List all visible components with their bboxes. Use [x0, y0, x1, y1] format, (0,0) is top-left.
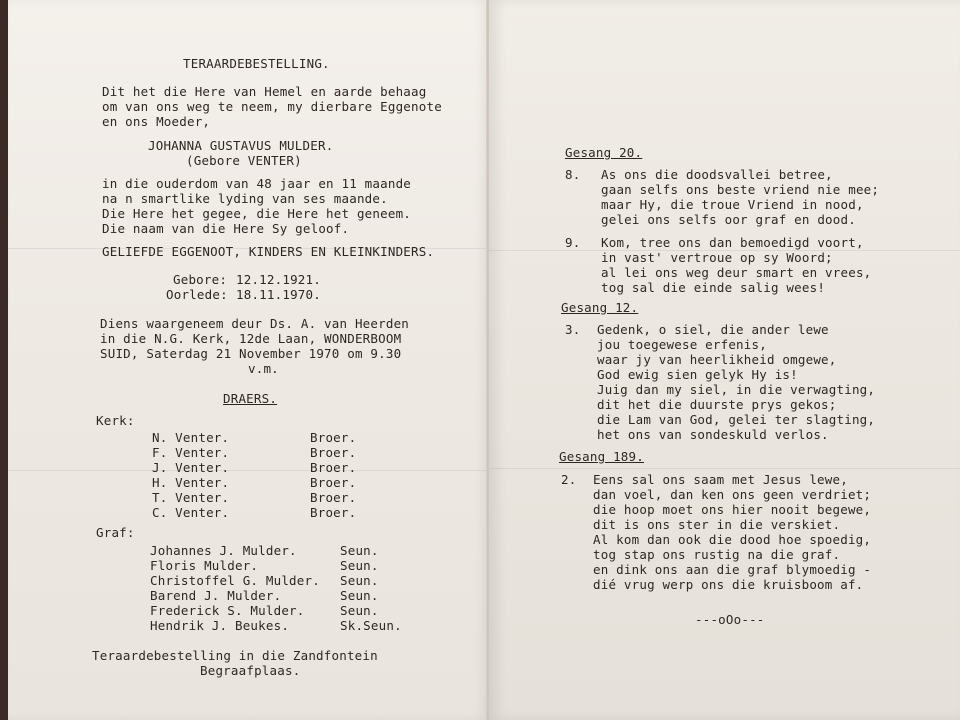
service-line: SUID, Saterdag 21 November 1970 om 9.30 [100, 346, 402, 361]
church-bearer-relation: Broer. [310, 475, 357, 490]
grave-label: Graf: [96, 525, 135, 540]
verse-number: 8. [565, 167, 581, 182]
grave-bearer-relation: Seun. [340, 588, 379, 603]
verse-line: dit is ons ster in die verskiet. [593, 517, 841, 532]
intro-line: om van ons weg te neem, my dierbare Eggenote [102, 99, 442, 114]
hymn-title: Gesang 189. [559, 449, 644, 464]
church-bearer-relation: Broer. [310, 490, 357, 505]
verse-line: Gedenk, o siel, die ander lewe [597, 322, 829, 337]
church-bearer-relation: Broer. [310, 445, 357, 460]
verse-line: die Lam van God, gelei ter slagting, [597, 412, 876, 427]
died-label: Oorlede: [166, 287, 228, 302]
verse-line: maar Hy, die troue Vriend in nood, [601, 197, 864, 212]
grave-bearer-relation: Seun. [340, 558, 379, 573]
paper-crease [489, 468, 960, 469]
church-bearer-relation: Broer. [310, 460, 357, 475]
age-line: Die naam van die Here Sy geloof. [102, 221, 350, 236]
age-line: Die Here het gegee, die Here het geneem. [102, 206, 412, 221]
maiden-name: (Gebore VENTER) [186, 153, 302, 168]
deceased-name: JOHANNA GUSTAVUS MULDER. [148, 138, 334, 153]
verse-number: 2. [561, 472, 577, 487]
verse-number: 3. [565, 322, 581, 337]
verse-line: al lei ons weg deur smart en vrees, [601, 265, 872, 280]
verse-line: Kom, tree ons dan bemoedigd voort, [601, 235, 864, 250]
grave-bearer-relation: Seun. [340, 603, 379, 618]
background-edge [0, 0, 8, 720]
verse-line: gelei ons selfs oor graf en dood. [601, 212, 856, 227]
hymn-title: Gesang 20. [565, 145, 643, 160]
intro-line: Dit het die Here van Hemel en aarde behaag [102, 84, 427, 99]
verse-line: Juig dan my siel, in die verwagting, [597, 382, 876, 397]
age-line: in die ouderdom van 48 jaar en 11 maande [102, 176, 412, 191]
died-date: 18.11.1970. [236, 287, 321, 302]
verse-line: tog stap ons rustig na die graf. [593, 547, 841, 562]
burial-line: Begraafplaas. [200, 663, 301, 678]
right-page [489, 0, 960, 720]
service-line: v.m. [248, 361, 279, 376]
beloved-line: GELIEFDE EGGENOOT, KINDERS EN KLEINKINDERS. [102, 244, 435, 259]
service-line: in die N.G. Kerk, 12de Laan, WONDERBOOM [100, 331, 402, 346]
hymn-title: Gesang 12. [561, 300, 639, 315]
church-bearer-name: N. Venter. [152, 430, 230, 445]
church-bearer-name: H. Venter. [152, 475, 230, 490]
verse-line: dié vrug werp ons die kruisboom af. [593, 577, 864, 592]
intro-line: en ons Moeder, [102, 114, 211, 129]
verse-line: en dink ons aan die graf blymoedig - [593, 562, 872, 577]
grave-bearer-name: Frederick S. Mulder. [150, 603, 305, 618]
burial-line: Teraardebestelling in die Zandfontein [92, 648, 378, 663]
paper-crease [8, 470, 488, 471]
verse-line: dan voel, dan ken ons geen verdriet; [593, 487, 872, 502]
verse-line: in vast' vertroue op sy Woord; [601, 250, 833, 265]
left-page [8, 0, 488, 720]
grave-bearer-relation: Seun. [340, 543, 379, 558]
church-bearer-name: J. Venter. [152, 460, 230, 475]
verse-line: jou toegewese erfenis, [597, 337, 767, 352]
verse-line: Eens sal ons saam met Jesus lewe, [593, 472, 848, 487]
grave-bearer-name: Christoffel G. Mulder. [150, 573, 320, 588]
grave-bearer-relation: Seun. [340, 573, 379, 588]
grave-bearer-relation: Sk.Seun. [340, 618, 402, 633]
church-bearer-relation: Broer. [310, 430, 357, 445]
verse-line: dit het die duurste prys gekos; [597, 397, 837, 412]
age-line: na n smartlike lyding van ses maande. [102, 191, 388, 206]
grave-bearer-name: Barend J. Mulder. [150, 588, 282, 603]
born-date: 12.12.1921. [236, 272, 321, 287]
document-title: TERAARDEBESTELLING. [183, 56, 330, 71]
verse-line: As ons die doodsvallei betree, [601, 167, 833, 182]
born-label: Gebore: [173, 272, 228, 287]
verse-line: waar jy van heerlikheid omgewe, [597, 352, 837, 367]
bearers-title: DRAERS. [223, 391, 278, 406]
church-bearer-name: T. Venter. [152, 490, 230, 505]
end-mark: ---oOo--- [695, 612, 765, 627]
grave-bearer-name: Johannes J. Mulder. [150, 543, 297, 558]
verse-line: God ewig sien gelyk Hy is! [597, 367, 798, 382]
grave-bearer-name: Floris Mulder. [150, 558, 259, 573]
church-label: Kerk: [96, 413, 135, 428]
church-bearer-name: C. Venter. [152, 505, 230, 520]
church-bearer-relation: Broer. [310, 505, 357, 520]
verse-line: die hoop moet ons hier nooit begewe, [593, 502, 872, 517]
verse-number: 9. [565, 235, 581, 250]
verse-line: gaan selfs ons beste vriend nie mee; [601, 182, 880, 197]
verse-line: tog sal die einde salig wees! [601, 280, 826, 295]
verse-line: Al kom dan ook die dood hoe spoedig, [593, 532, 872, 547]
church-bearer-name: F. Venter. [152, 445, 230, 460]
grave-bearer-name: Hendrik J. Beukes. [150, 618, 290, 633]
service-line: Diens waargeneem deur Ds. A. van Heerden [100, 316, 410, 331]
verse-line: het ons van sondeskuld verlos. [597, 427, 829, 442]
